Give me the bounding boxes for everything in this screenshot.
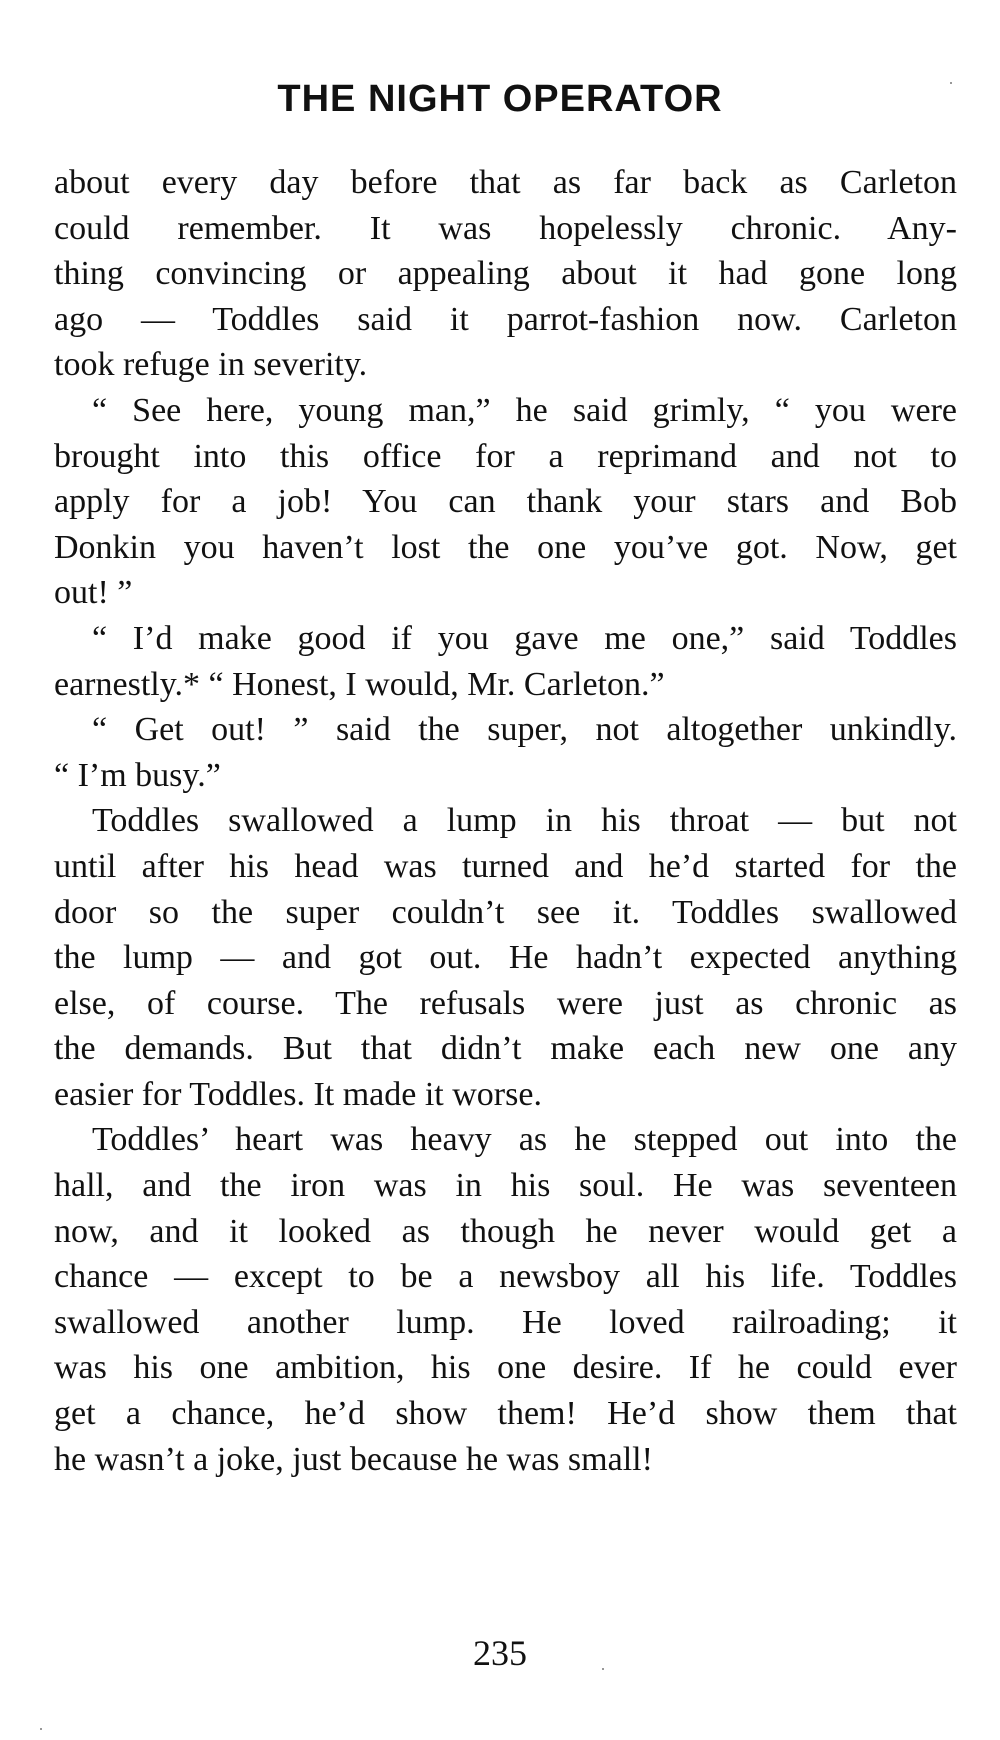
text-line: out! ” [54,574,133,612]
text-line: “ I’m busy.” [54,756,221,794]
text-line: easier for Toddles. It made it worse. [54,1075,542,1113]
text-line: swallowed another lump. He loved railroading; it [54,1303,957,1341]
text-line: else, of course. The refusals were just as chronic as [54,984,957,1022]
text-line: Toddles’ heart was heavy as he stepped out into the [92,1121,957,1159]
running-header: THE NIGHT OPERATOR [277,78,723,120]
paragraph [54,1117,957,1482]
text-line: get a chance, he’d show them! He’d show them that [54,1395,957,1433]
text-line: apply for a job! You can thank your stars and Bob [54,483,957,521]
text-line: Toddles swallowed a lump in his throat — but not [92,802,957,840]
text-line: “ Get out! ” said the super, not altogether unkindly. [92,711,957,749]
text-line: the demands. But that didn’t make each new one any [54,1030,957,1068]
text-line: thing convincing or appealing about it had gone long [54,255,957,293]
paragraph [54,388,957,616]
text-line: he wasn’t a joke, just because he was small! [54,1440,653,1478]
text-line: door so the super couldn’t see it. Toddles swallowed [54,893,957,931]
page-number: 235 [473,1633,527,1673]
text-line: about every day before that as far back as Carleton [54,164,957,201]
text-line: Donkin you haven’t lost the one you’ve got. Now, get [54,528,957,566]
text-line: hall, and the iron was in his soul. He was seventeen [54,1167,957,1205]
paragraph [54,798,957,1117]
text-line: ago — Toddles said it parrot-fashion now. Carleton [54,300,957,338]
scan-speck [950,82,952,84]
paragraph [54,707,957,798]
scan-speck [40,1728,42,1730]
scan-speck [602,1668,604,1670]
text-line: “ I’d make good if you gave me one,” said Toddles [92,619,957,657]
text-line: was his one ambition, his one desire. If he could ever [54,1349,957,1387]
paragraph [54,160,957,388]
text-line: could remember. It was hopelessly chronic. Any- [54,209,957,247]
text-line: now, and it looked as though he never would get a [54,1212,957,1250]
text-line: earnestly.* “ Honest, I would, Mr. Carleton.” [54,665,665,703]
text-line: took refuge in severity. [54,346,368,384]
text-line: “ See here, young man,” he said grimly, “ you were [92,391,957,429]
text-line: until after his head was turned and he’d started for the [54,847,957,885]
body-text [54,160,957,1482]
text-line: the lump — and got out. He hadn’t expected anything [54,939,957,977]
text-line: chance — except to be a newsboy all his life. Toddles [54,1258,957,1296]
paragraph [54,616,957,707]
text-line: brought into this office for a reprimand and not to [54,437,957,475]
